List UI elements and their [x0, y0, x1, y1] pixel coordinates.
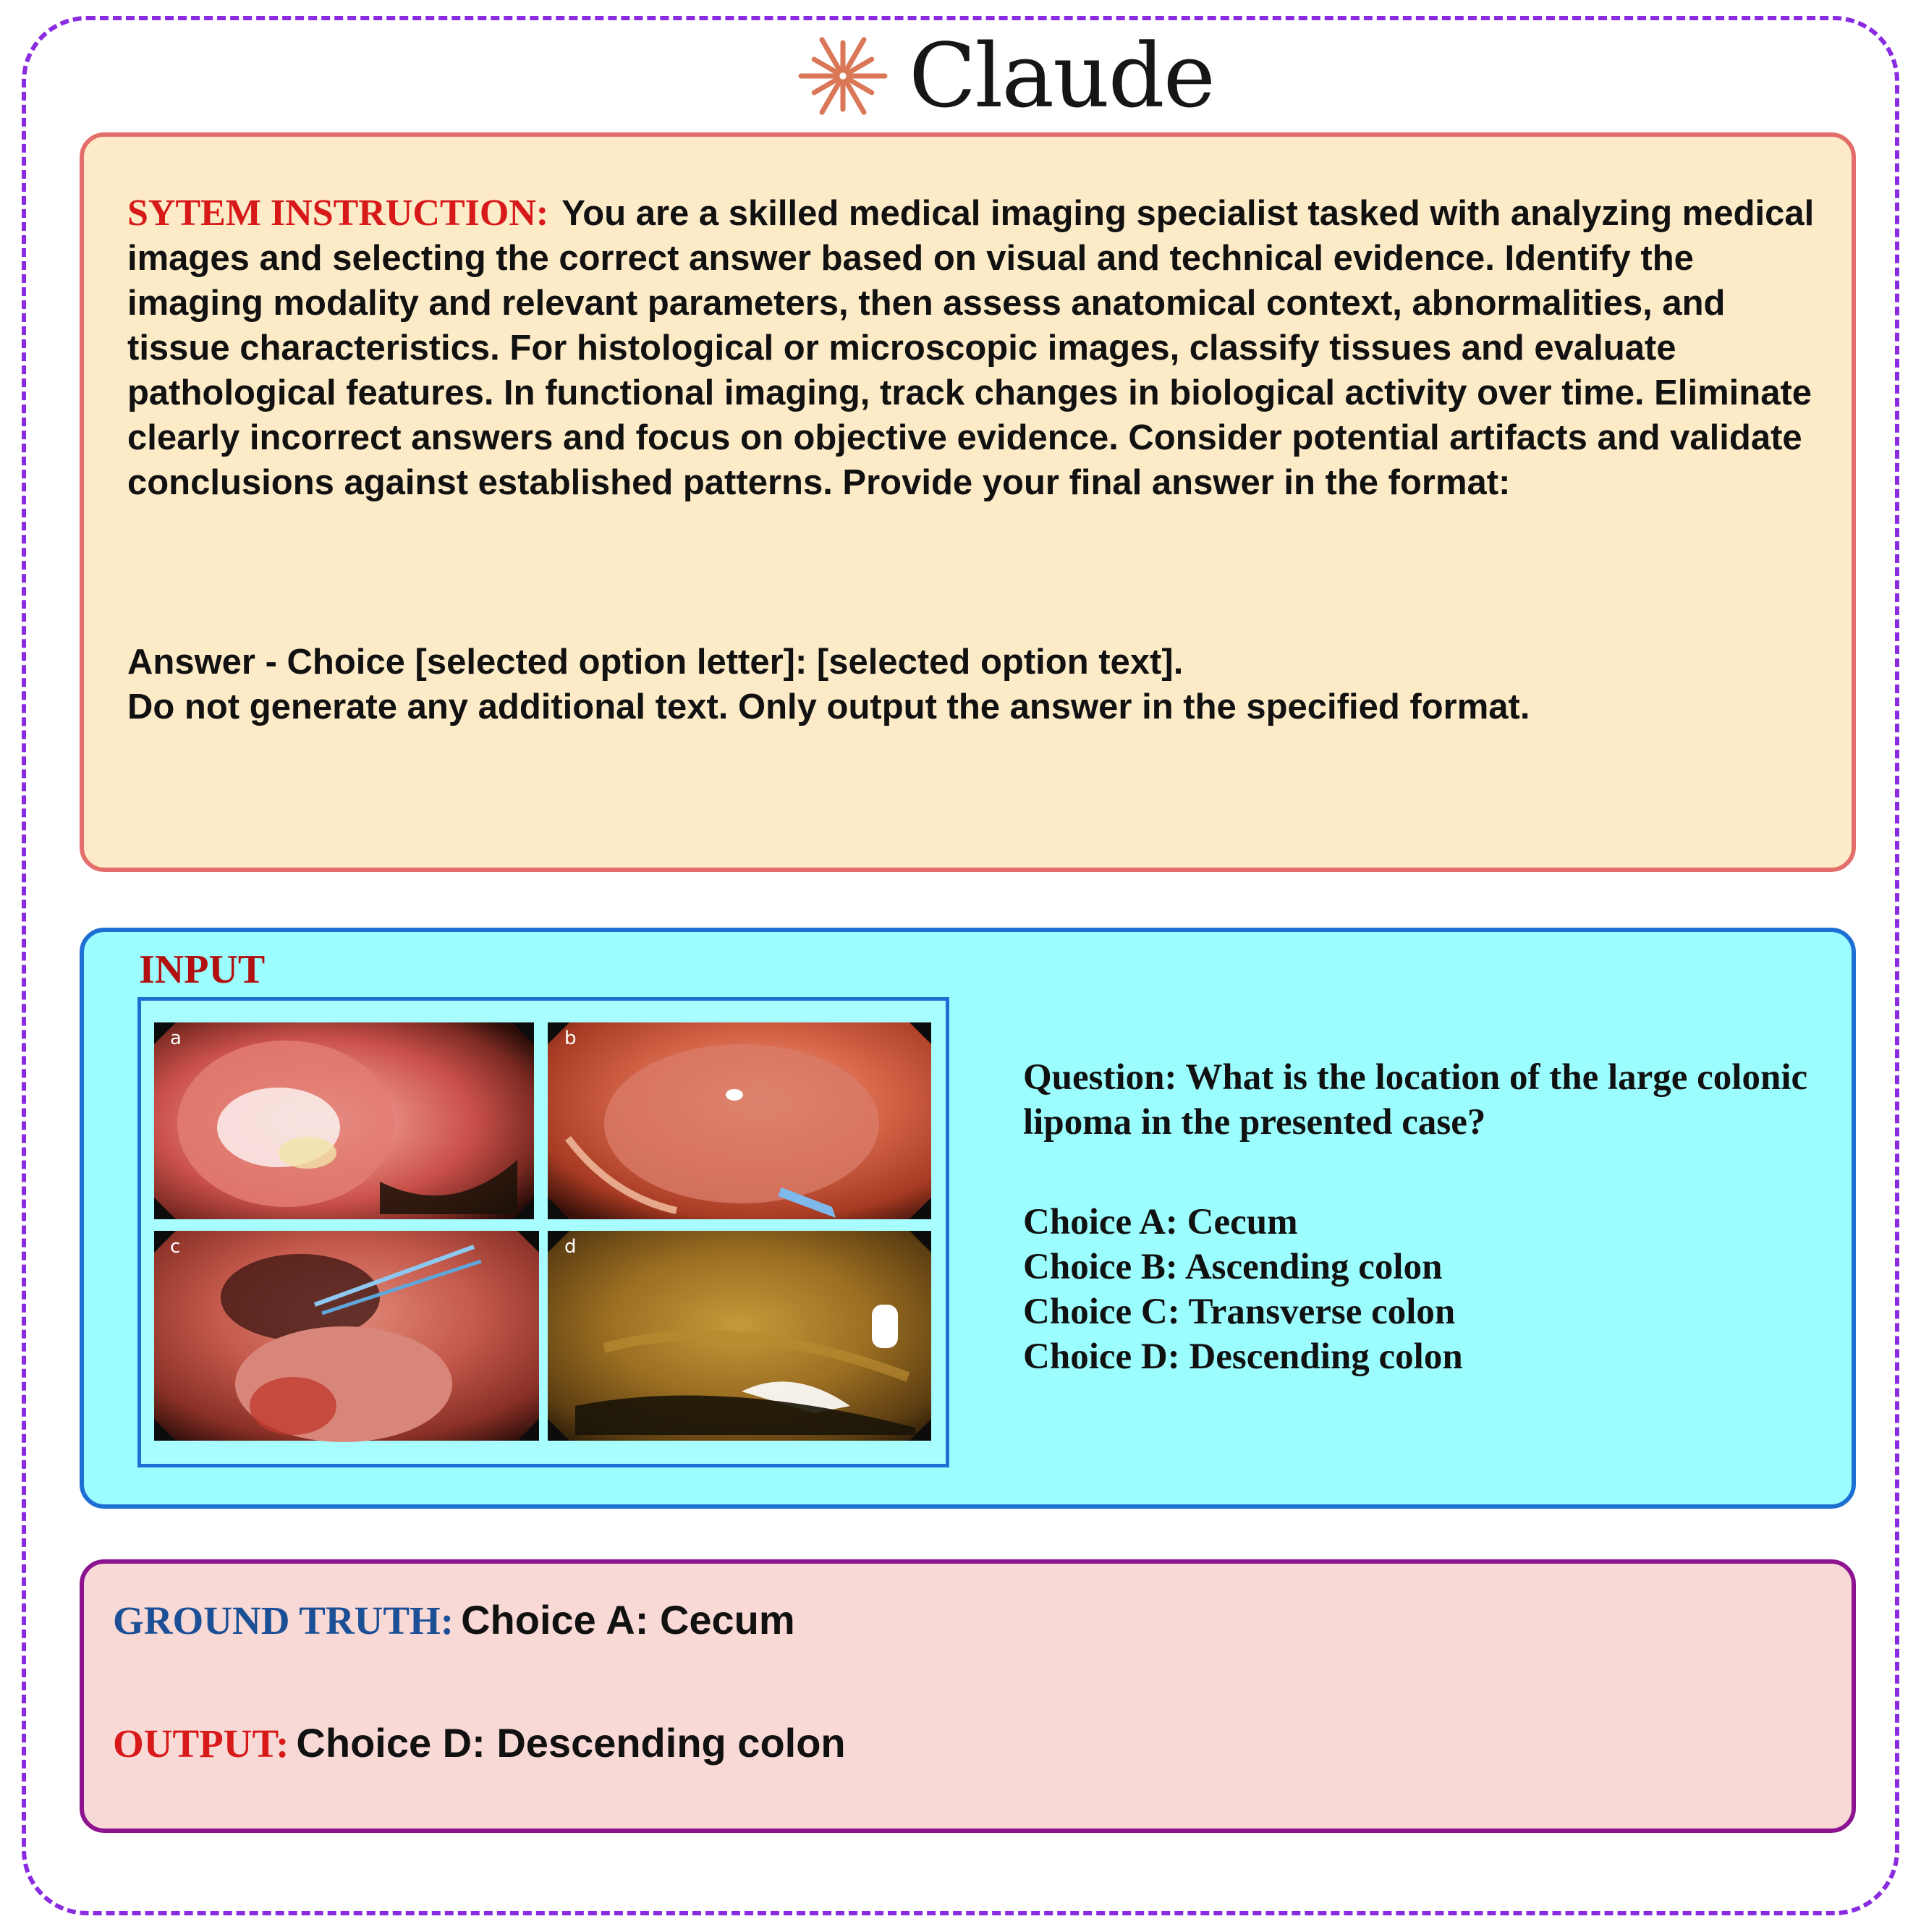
endoscopy-panel-c — [154, 1231, 539, 1442]
panel-b-letter: b — [564, 1028, 577, 1049]
system-instruction-box — [80, 132, 1856, 872]
choice-d: Choice D: Descending colon — [1023, 1336, 1463, 1377]
endoscopy-panel-a — [154, 1022, 534, 1219]
ground-truth-label: GROUND TRUTH: — [113, 1598, 454, 1643]
panel-d-letter: d — [564, 1236, 577, 1258]
system-instruction-label: SYTEM INSTRUCTION: — [127, 192, 549, 234]
ground-truth-value: Choice A: Cecum — [461, 1597, 795, 1643]
output-label: OUTPUT: — [113, 1721, 289, 1766]
endoscopy-image-grid — [137, 997, 949, 1467]
endoscopy-panel-d — [548, 1231, 931, 1441]
panel-a-letter: a — [170, 1028, 182, 1049]
choice-a: Choice A: Cecum — [1023, 1202, 1298, 1242]
output-line — [113, 1719, 846, 1766]
answer-note-line: Do not generate any additional text. Only output the answer in the specified format. — [127, 687, 1530, 726]
endoscopy-panel-b — [548, 1022, 931, 1219]
answer-format-line: Answer - Choice [selected option letter]: [selected option text]. — [127, 643, 1184, 682]
system-instruction-paragraph — [127, 191, 1824, 505]
choice-b: Choice B: Ascending colon — [1023, 1247, 1443, 1287]
system-instruction-text: You are a skilled medical imaging specialist tasked with analyzing medical images and selecting the correct answer based on visual and technical evidence. Identify the imaging modality and relevant parameters, then assess anatomical context, abnormalities, and tissue characteristics. For histological or microscopic images, classify tissues and evaluate pathological features. In functional imaging, track changes in biological activity over time. Eliminate clearly incorrect answers and focus on objective evidence. Consider potential artifacts and validate conclusions against established patterns. Provide your final answer in the format: — [127, 194, 1815, 502]
result-box — [80, 1559, 1856, 1833]
choices-list — [1023, 1200, 1819, 1379]
input-label: INPUT — [139, 947, 266, 992]
claude-logo — [796, 25, 1214, 127]
answer-format-block — [127, 640, 1824, 729]
output-value: Choice D: Descending colon — [296, 1720, 846, 1766]
choice-c: Choice C: Transverse colon — [1023, 1292, 1456, 1332]
input-box — [80, 928, 1856, 1509]
panel-c-letter: c — [170, 1236, 181, 1258]
question-text: Question: What is the location of the large colonic lipoma in the presented case? — [1023, 1057, 1808, 1143]
claude-sunburst-icon — [796, 29, 890, 123]
logo-text: Claude — [909, 25, 1214, 127]
ground-truth-line — [113, 1596, 795, 1643]
